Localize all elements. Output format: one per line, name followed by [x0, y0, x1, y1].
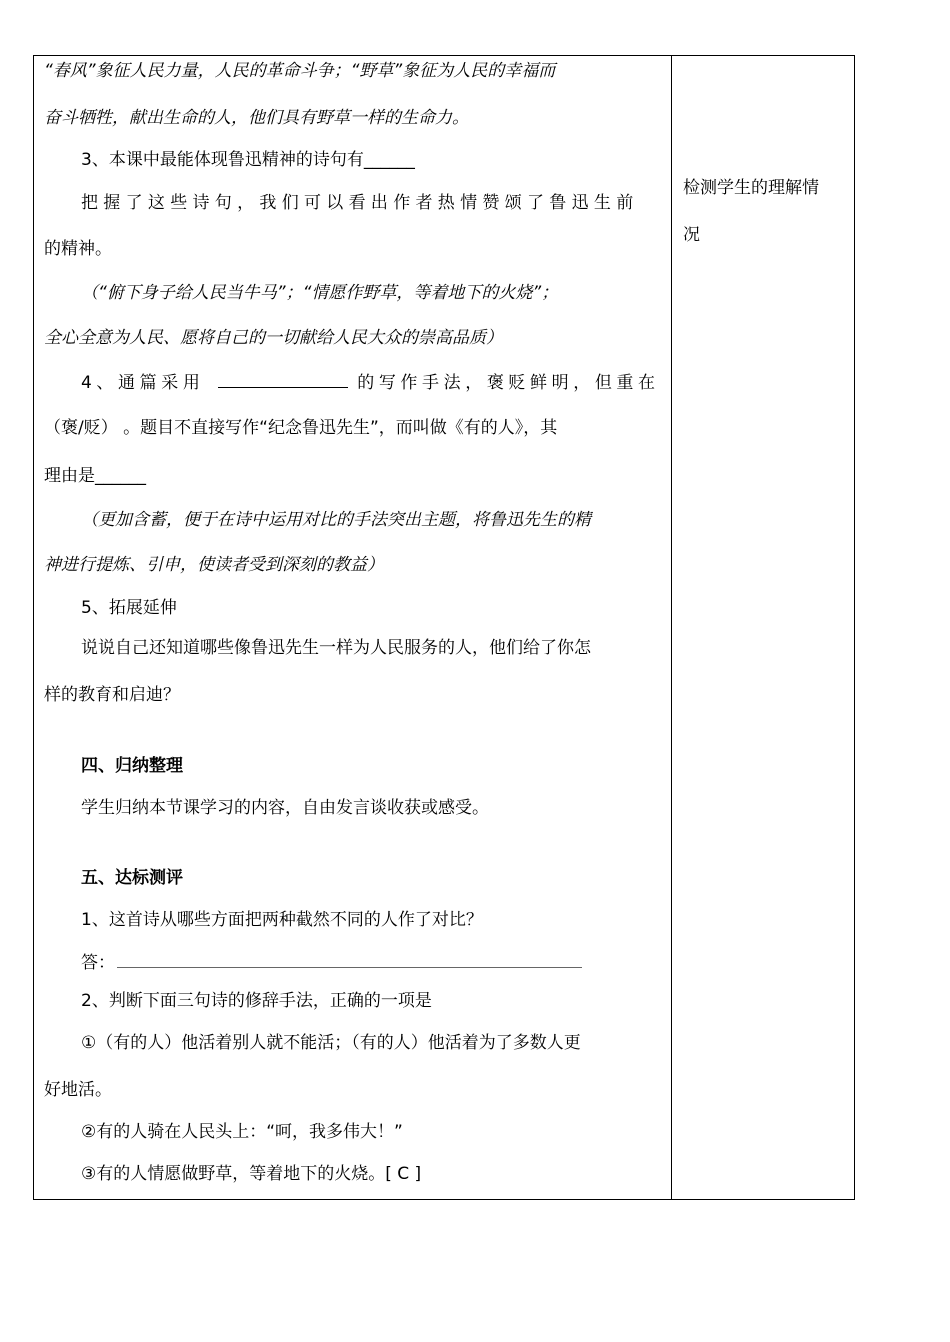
- question-4-prefix: 4、通篇采用: [81, 373, 205, 393]
- test-answer-line[interactable]: [117, 951, 582, 968]
- section-4-text: 学生归纳本节课学习的内容，自由发言谈收获或感受。: [81, 798, 489, 818]
- question-4-answer-line2: 神进行提炼、引申，使读者受到深刻的教益）: [44, 555, 384, 575]
- question-5-title: 5、拓展延伸: [81, 598, 177, 618]
- question-3-follow-line1: [81, 192, 661, 214]
- question-4-line2: （褒/贬） 。题目不直接写作“纪念鲁迅先生”，而叫做《有的人》，其: [44, 418, 558, 438]
- question-4-line1: [81, 370, 660, 394]
- question-4-suffix: 的写作手法，褒贬鲜明，但重在: [357, 373, 660, 393]
- question-3-follow-line2: 的精神。: [44, 239, 112, 259]
- test-question-2: 2、判断下面三句诗的修辞手法，正确的一项是: [81, 991, 432, 1011]
- side-note-line2: 况: [683, 225, 700, 245]
- question-3-answer-line1: （“俯下身子给人民当牛马”；“情愿作野草，等着地下的火烧”；: [81, 283, 559, 303]
- test-answer-row: [81, 951, 582, 974]
- question-5-text-line2: 样的教育和启迪？: [44, 685, 180, 705]
- question-4-blank[interactable]: [218, 370, 348, 388]
- question-3: 3、本课中最能体现鲁迅精神的诗句有______: [81, 150, 415, 170]
- question-4-line3: 理由是______: [44, 466, 146, 486]
- test-question-2-item2: ②有的人骑在人民头上：“呵，我多伟大！”: [81, 1122, 403, 1142]
- test-answer-label: 答：: [81, 953, 115, 973]
- test-question-1: 1、这首诗从哪些方面把两种截然不同的人作了对比？: [81, 910, 483, 930]
- test-question-2-item3: ③有的人情愿做野草，等着地下的火烧。[ C ]: [81, 1164, 422, 1184]
- symbol-explanation-line1: “春风”象征人民力量，人民的革命斗争；“野草”象征为人民的幸福而: [44, 61, 556, 81]
- question-5-text-line1: 说说自己还知道哪些像鲁迅先生一样为人民服务的人，他们给了你怎: [81, 638, 591, 658]
- question-3-follow-text: 把握了这些诗句，我们可以看出作者热情赞颂了鲁迅生前: [81, 193, 639, 213]
- column-divider: [671, 55, 672, 1200]
- section-5-title: 五、达标测评: [81, 868, 183, 888]
- question-4-answer-line1: （更加含蓄，便于在诗中运用对比的手法突出主题，将鲁迅先生的精: [81, 510, 591, 530]
- symbol-explanation-line2: 奋斗牺牲，献出生命的人，他们具有野草一样的生命力。: [44, 108, 469, 128]
- section-4-title: 四、归纳整理: [81, 756, 183, 776]
- test-question-2-item1-line1: ①（有的人）他活着别人就不能活；（有的人）他活着为了多数人更: [81, 1033, 581, 1053]
- lesson-table: [33, 55, 855, 1200]
- test-question-2-item1-line2: 好地活。: [44, 1080, 112, 1100]
- side-note-line1: 检测学生的理解情: [683, 178, 819, 198]
- question-3-answer-line2: 全心全意为人民、愿将自己的一切献给人民大众的崇高品质）: [44, 328, 503, 348]
